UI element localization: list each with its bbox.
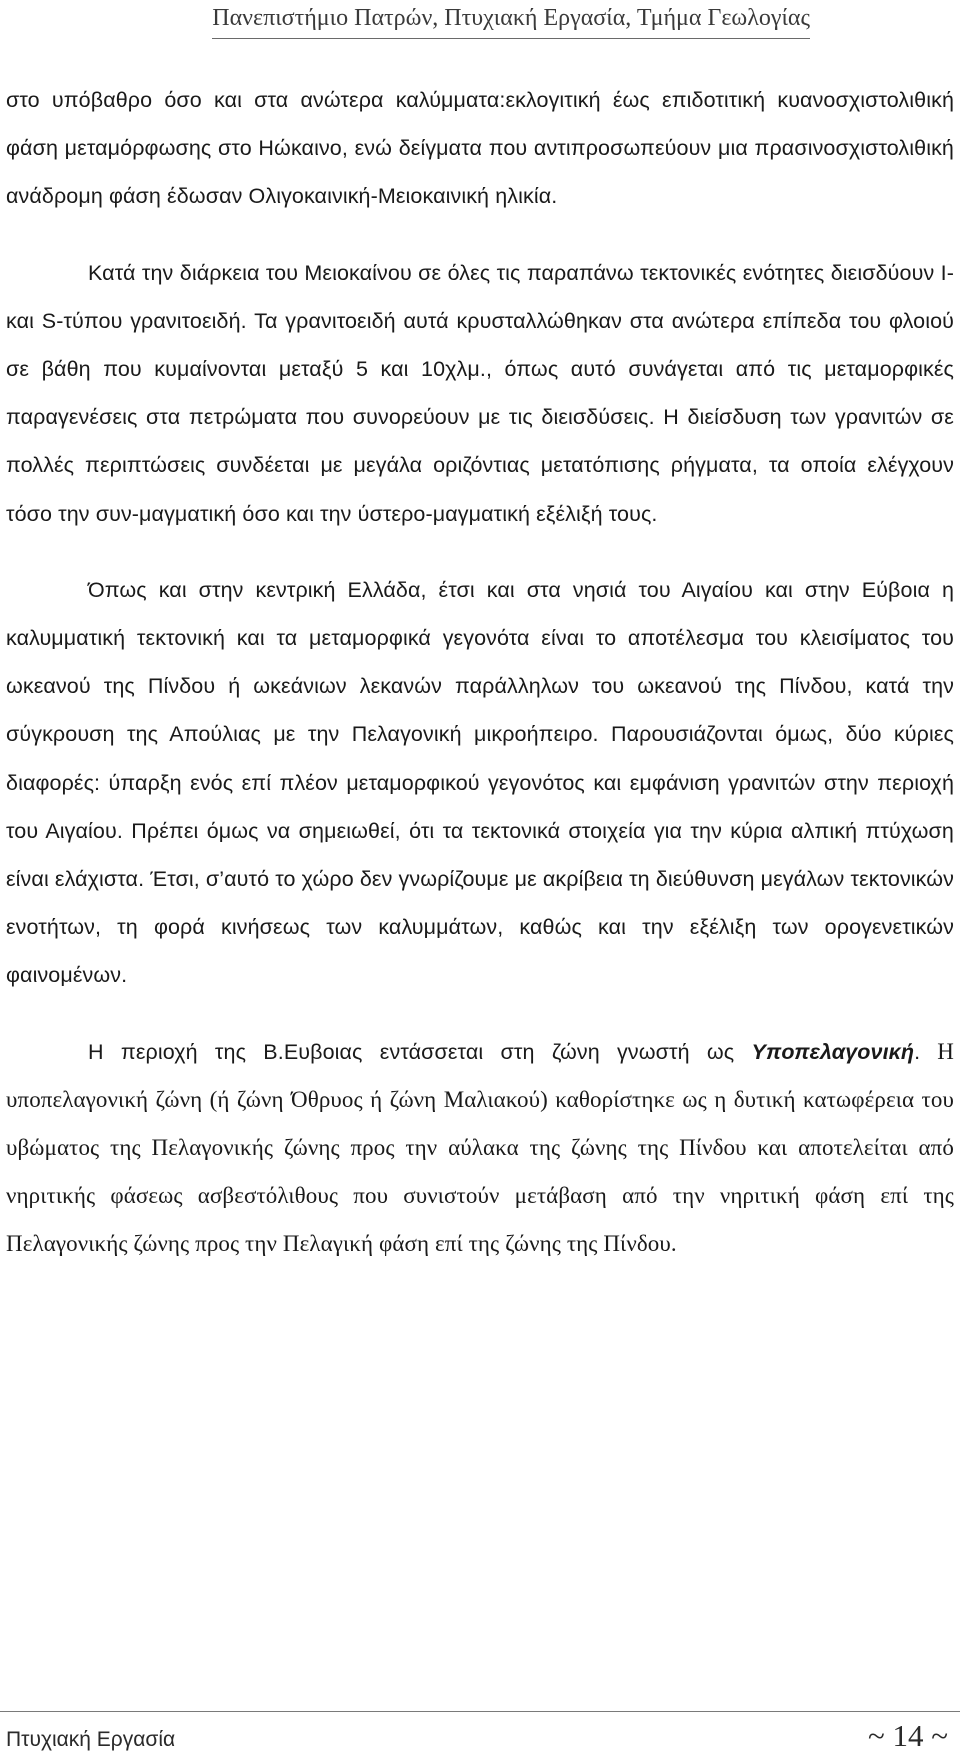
page-number: ~ 14 ~ — [867, 1718, 948, 1753]
page-header — [0, 0, 960, 42]
paragraph-1: στο υπόβαθρο όσο και στα ανώτερα καλύμματα:εκλογιτική έως επιδοτιτική κυανοσχιστολιθική φάση μεταμόρφωσης στο Ηώκαινο, ενώ δείγματα που αντιπροσωπεύουν μια πρασινοσχιστολιθική ανάδρομη φάση έδωσαν Ολιγοκαινική-Μειοκαινική ηλικία. — [6, 88, 954, 209]
footer-divider — [0, 1711, 960, 1712]
paragraph-2: Κατά την διάρκεια του Μειοκαίνου σε όλες τις παραπάνω τεκτονικές ενότητες διεισδύουν I- και S-τύπου γρανιτοειδή. Τα γρανιτοειδή αυτά κρυσταλλώθηκαν στα ανώτερα επίπεδα του φλοιού σε βάθη που κυμαίνονται μεταξύ 5 και 10χλμ., όπως αυτό συνάγεται από τις μεταμορφικές παραγενέσεις στα πετρώματα που συνορεύουν με τις διεισδύσεις. Η διείσδυση των γρανιτών σε πολλές περιπτώσεις συνδέεται με μεγάλα οριζόντιας μετατόπισης ρήγματα, τα οποία ελέγχουν τόσο την συν-μαγματική όσο και την ύστερο-μαγματική εξέλιξή τους. — [6, 260, 954, 526]
paragraph-4 — [6, 1028, 954, 1269]
document-body — [6, 76, 954, 1269]
paragraph-4-dot: . — [914, 1039, 921, 1064]
paragraph-4-rest: Η υποπελαγονική ζώνη (ή ζώνη Όθρυος ή ζώνη Μαλιακού) καθορίστηκε ως η δυτική κατωφέρεια του υβώματος της Πελαγονικής ζώνης προς την αύλακα της ζώνης της Πίνδου και αποτελείται από νηριτικής φάσεως ασβεστόλιθους που συνιστούν μετάβαση από την νηριτική φάση επί της Πελαγονικής ζώνης προς την Πελαγική φάση επί της ζώνης της Πίνδου. — [6, 1038, 954, 1257]
header-title: Πανεπιστήμιο Πατρών, Πτυχιακή Εργασία, Τμήμα Γεωλογίας — [212, 0, 810, 39]
paragraph-4-lead: Η περιοχή της Β.Ευβοιας εντάσσεται στη ζώνη γνωστή ως — [88, 1039, 752, 1064]
paragraph-3: Όπως και στην κεντρική Ελλάδα, έτσι και στα νησιά του Αιγαίου και στην Εύβοια η καλυμματική τεκτονική και τα μεταμορφικά γεγονότα είναι το αποτέλεσμα του κλεισίματος του ωκεανού της Πίνδου ή ωκεάνιων λεκανών παράλληλων του ωκεανού της Πίνδου, κατά την σύγκρουση της Απούλιας με την Πελαγονική μικροήπειρο. Παρουσιάζονται όμως, δύο κύριες διαφορές: ύπαρξη ενός επί πλέον μεταμορφικού γεγονότος και εμφάνιση γρανιτών στην περιοχή του Αιγαίου. Πρέπει όμως να σημειωθεί, ότι τα τεκτονικά στοιχεία για την κύρια αλπική πτύχωση είναι ελάχιστα. Έτσι, σ’αυτό το χώρο δεν γνωρίζουμε με ακρίβεια τη διεύθυνση μεγάλων τεκτονικών ενοτήτων, τη φορά κινήσεως των καλυμμάτων, καθώς και την εξέλιξη των ορογενετικών φαινομένων. — [6, 577, 954, 988]
footer-label: Πτυχιακή Εργασία — [6, 1728, 176, 1751]
zone-term: Υποπελαγονική — [751, 1039, 915, 1064]
